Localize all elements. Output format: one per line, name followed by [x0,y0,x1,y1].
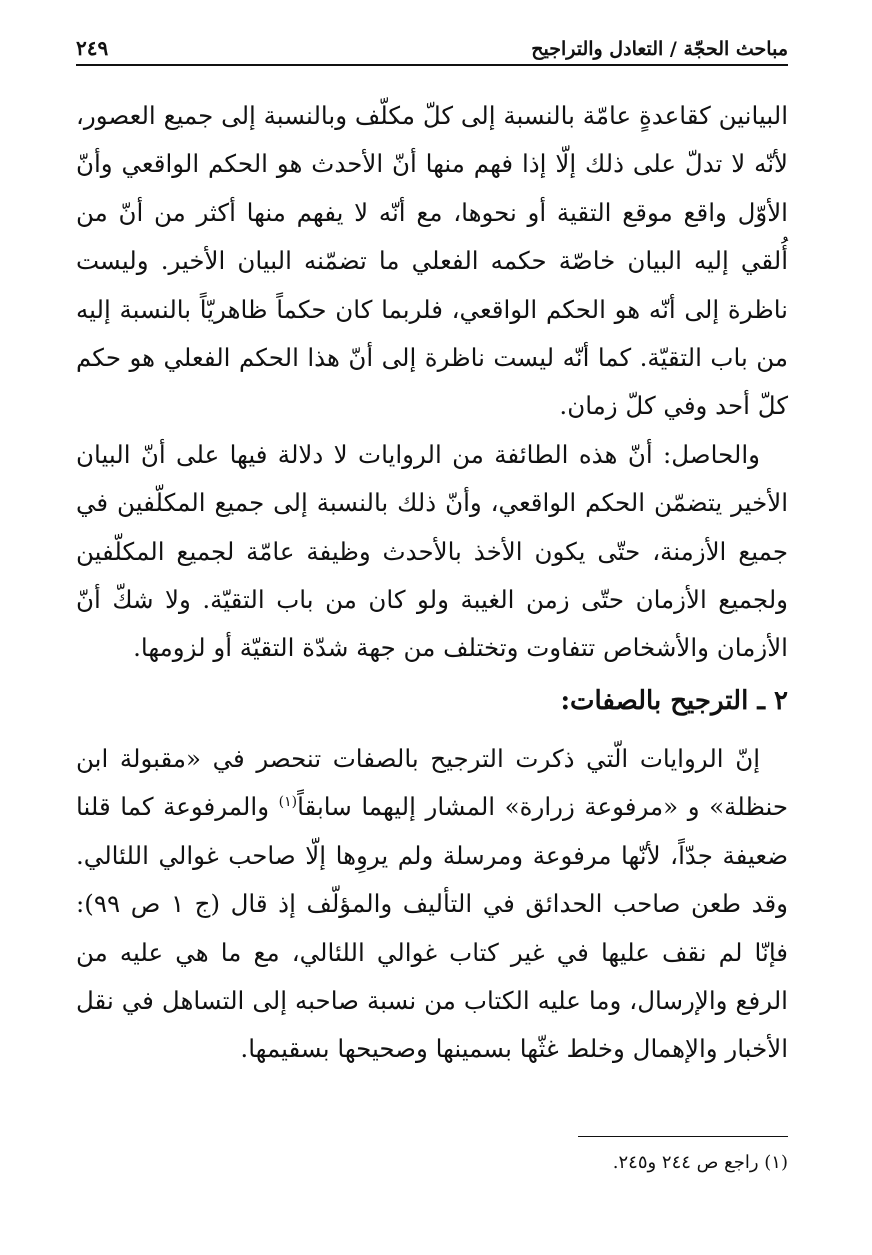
paragraph-1: البيانين كقاعدةٍ عامّة بالنسبة إلى كلّ مكلّف وبالنسبة إلى جميع العصور، لأنّه لا تدلّ على ذلك إلّا إذا فهم منها أنّ الأحدث هو الحكم الواقعي وأنّ الأوّل واقع موقع التقية أو نحوها، مع أنّه لا يفهم منها أكثر من أنّ من أُلقي إليه البيان خاصّة حكمه الفعلي ما تضمّنه البيان الأخير. وليست ناظرة إلى أنّه هو الحكم الواقعي، فلربما كان حكماً ظاهريّاً بالنسبة إليه من باب التقيّة. كما أنّه ليست ناظرة إلى أنّ هذا الحكم الفعلي هو حكم كلّ أحد وفي كلّ زمان. [76,101,788,421]
footnote: (١) راجع ص ٢٤٤ و٢٤٥. [612,1152,788,1173]
paragraph-3-part-2: والمرفوعة كما قلنا ضعيفة جدّاً، لأنّها مرفوعة ومرسلة ولم يروِها إلّا صاحب غوالي اللئالي. وقد طعن صاحب الحدائق في التأليف والمؤلّف إذ قال (ج ١ ص ٩٩): فإنّا لم نقف عليها في غير كتاب غوالي اللئالي، مع ما هي عليه من الرفع والإرسال، وما عليه الكتاب من نسبة صاحبه إلى التساهل في نقل الأخبار والإهمال وخلط غثّها بسمينها وصحيحها بسقيمها. [76,792,788,1064]
page-number: ٢٤٩ [76,36,109,60]
page-body [76,92,788,1074]
page-header [76,28,788,66]
paragraph-3-part-1: إنّ الروايات الّتي ذكرت الترجيح بالصفات تنحصر في «مقبولة ابن حنظلة» و «مرفوعة زرارة» المشار إليهما سابقاً [76,743,788,822]
footnote-divider [578,1136,788,1137]
paragraph-2: والحاصل: أنّ هذه الطائفة من الروايات لا دلالة فيها على أنّ البيان الأخير يتضمّن الحكم الواقعي، وأنّ ذلك بالنسبة إلى جميع المكلّفين في جميع الأزمنة، حتّى يكون الأخذ بالأحدث وظيفة عامّة لجميع المكلّفين ولجميع الأزمان حتّى زمن الغيبة ولو كان من باب التقيّة. ولا شكّ أنّ الأزمان والأشخاص تتفاوت وتختلف من جهة شدّة التقيّة أو لزومها. [76,439,788,663]
footnote-marker: (١) [278,794,298,811]
section-heading: ٢ ـ الترجيح بالصفات: [560,685,788,716]
paragraph-3 [76,735,788,1074]
running-title: مباحث الحجّة / التعادل والتراجيح [531,38,788,60]
